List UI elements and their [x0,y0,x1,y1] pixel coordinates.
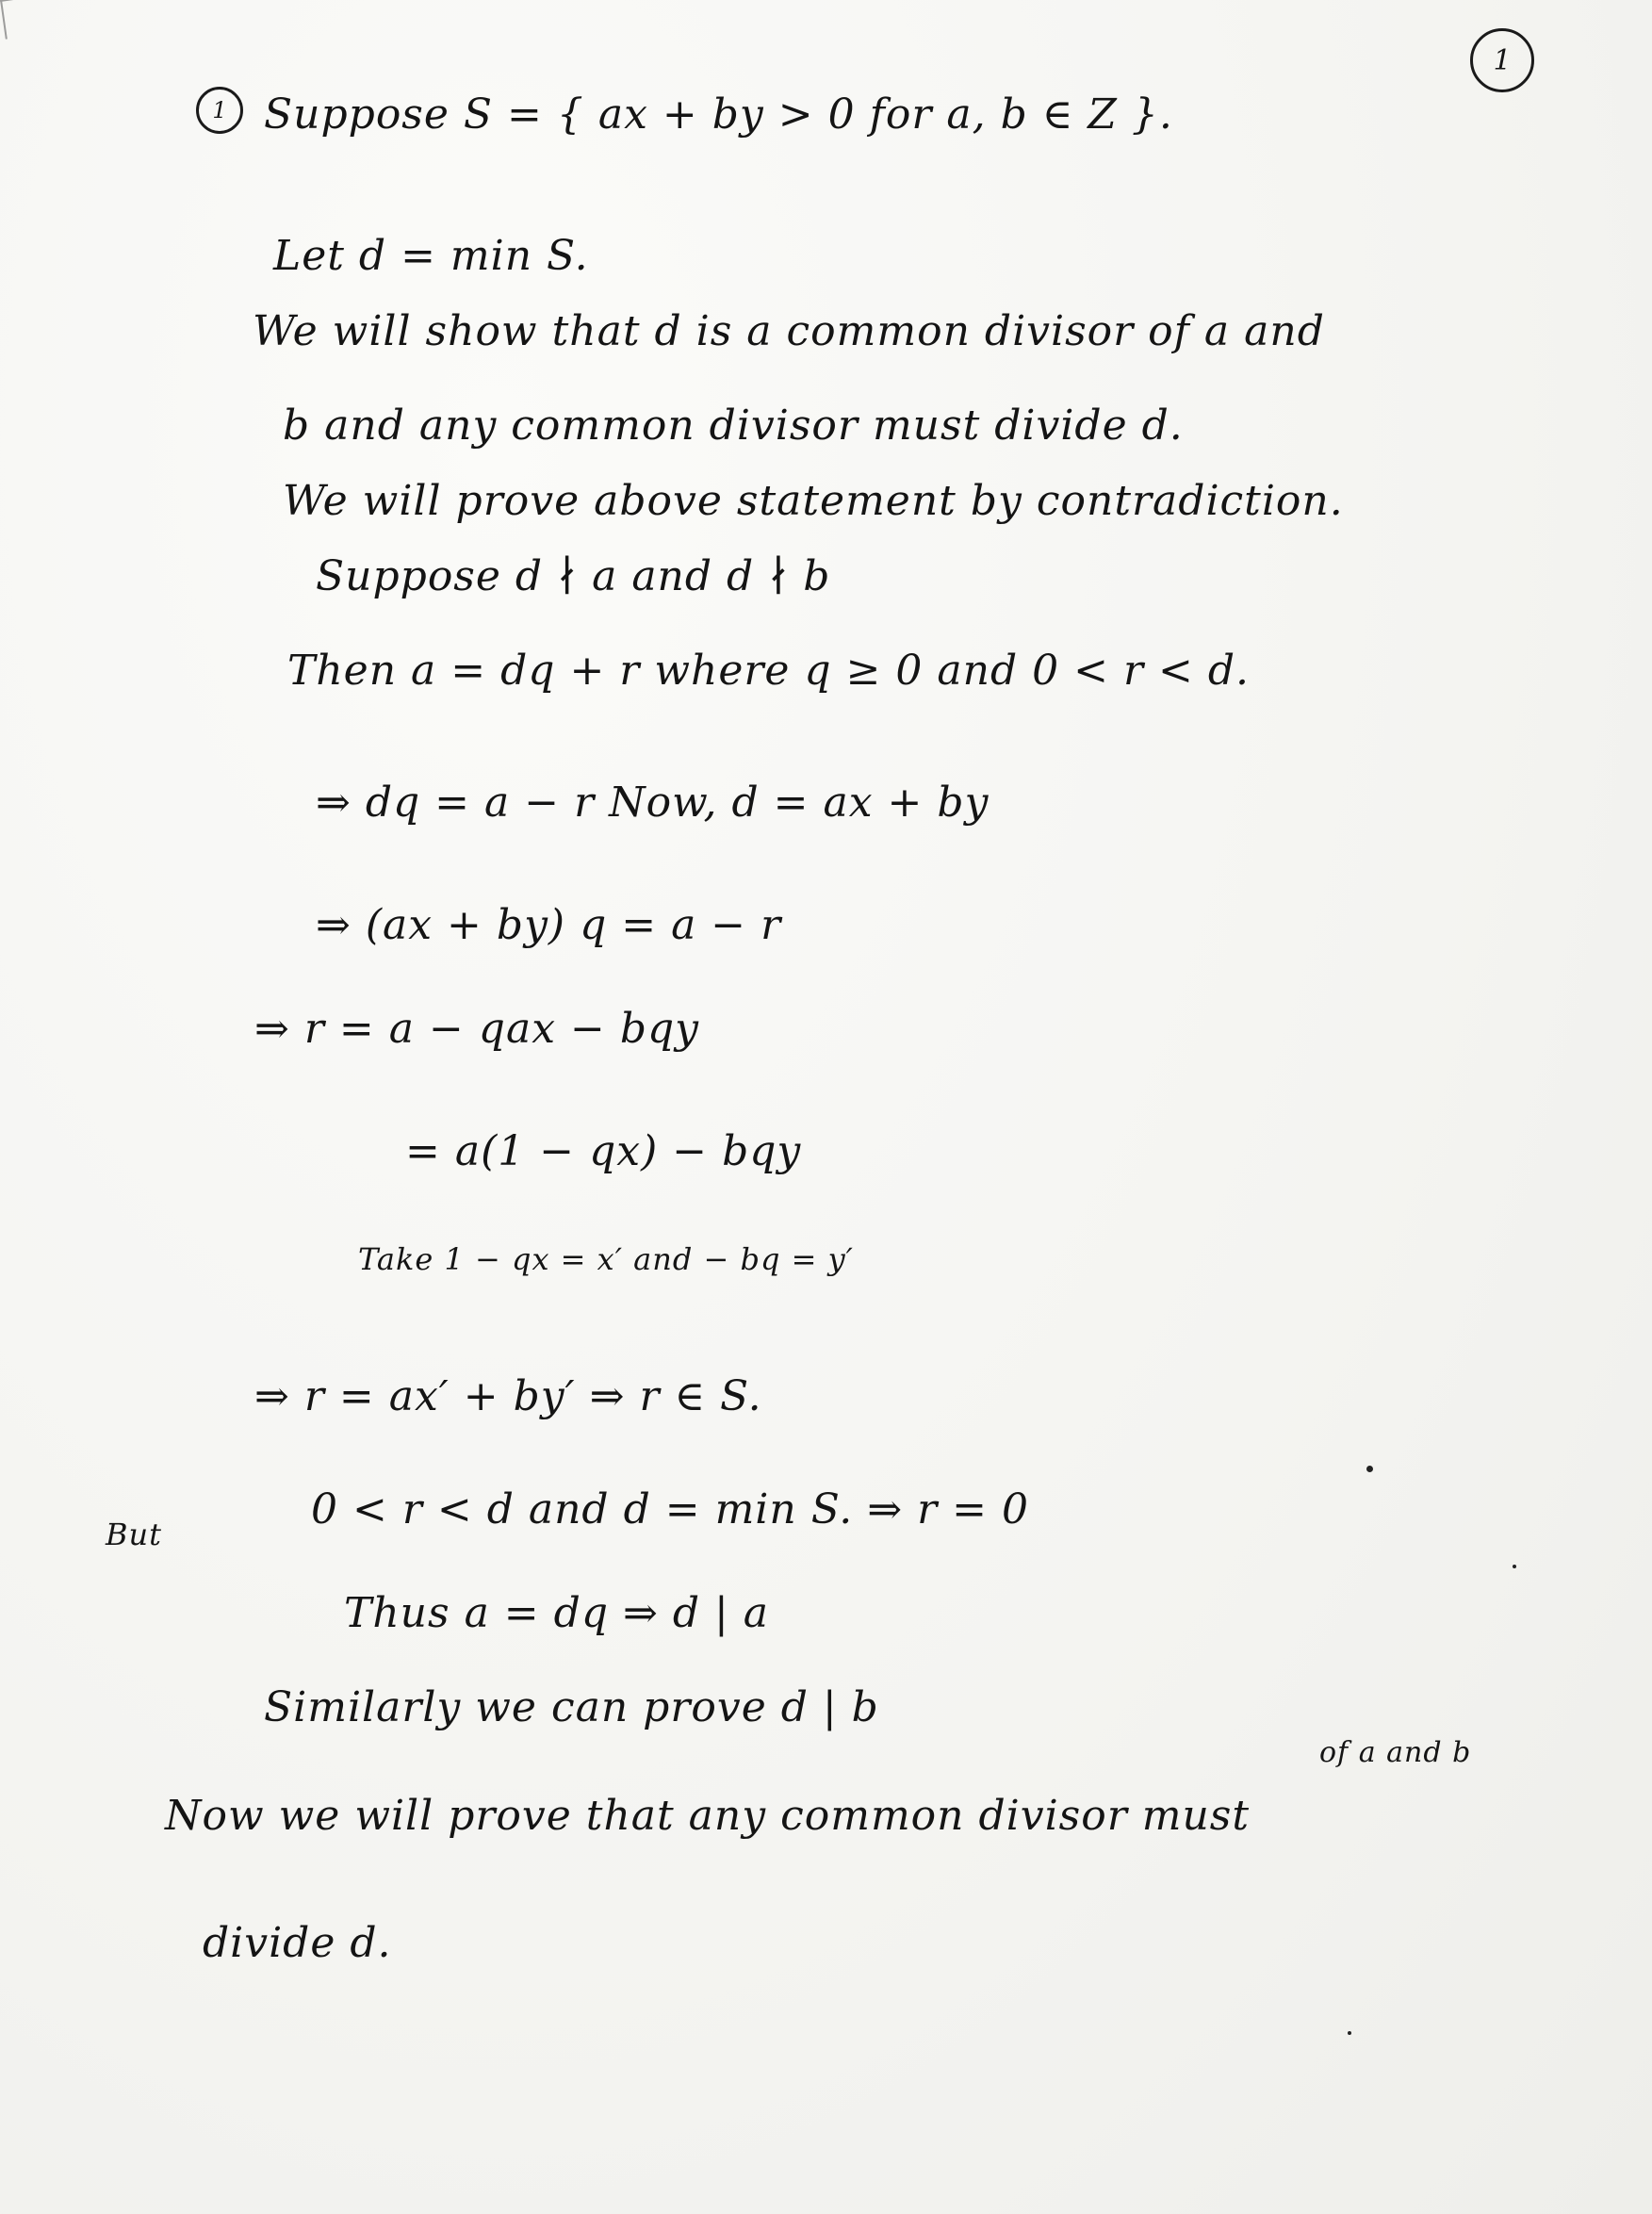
proof-line-let-d: Let d = min S. [273,232,589,280]
question-number: 1 [212,97,227,123]
proof-line-claim-2: b and any common divisor must divide d. [283,402,1184,450]
proof-line-suppose: Suppose d ∤ a and d ∤ b [316,552,831,600]
proof-line-thus: Thus a = dq ⇒ d | a [344,1589,770,1637]
proof-line-divide-d: divide d. [203,1919,392,1967]
proof-line-take: Take 1 − qx = x′ and − bq = y′ [358,1241,854,1277]
proof-line-r-expr: ⇒ r = a − qax − bqy [254,1005,700,1053]
proof-line-method: We will prove above statement by contradiction. [283,477,1344,525]
proof-line-factor: = a(1 − qx) − bqy [405,1127,802,1175]
proof-line-claim-1: We will show that d is a common divisor of a and [253,307,1325,355]
proof-line-contradiction: 0 < r < d and d = min S. ⇒ r = 0 [311,1485,1029,1533]
pen-dot [1366,1466,1373,1472]
torn-corner-mark [0,0,73,40]
proof-line-next-step: Now we will prove that any common divisor must [165,1792,1251,1840]
question-number-badge [196,87,243,134]
page-number: 1 [1493,43,1512,77]
proof-line-r-in-s: ⇒ r = ax′ + by′ ⇒ r ∈ S. [254,1372,762,1420]
proof-line-substitute: ⇒ (ax + by) q = a − r [316,901,782,949]
proof-line-but-label: But [106,1517,162,1552]
page-number-badge [1470,28,1534,92]
pen-dot [1348,2031,1351,2035]
proof-line-dq: ⇒ dq = a − r Now, d = ax + by [316,779,990,827]
proof-line-insertion-note: of a and b [1319,1736,1472,1769]
proof-line-similarly: Similarly we can prove d | b [264,1683,879,1731]
proof-line-definition: Suppose S = { ax + by > 0 for a, b ∈ Z }. [264,90,1173,139]
proof-line-division: Then a = dq + r where q ≥ 0 and 0 < r < d. [287,647,1250,695]
pen-dot [1513,1565,1516,1568]
